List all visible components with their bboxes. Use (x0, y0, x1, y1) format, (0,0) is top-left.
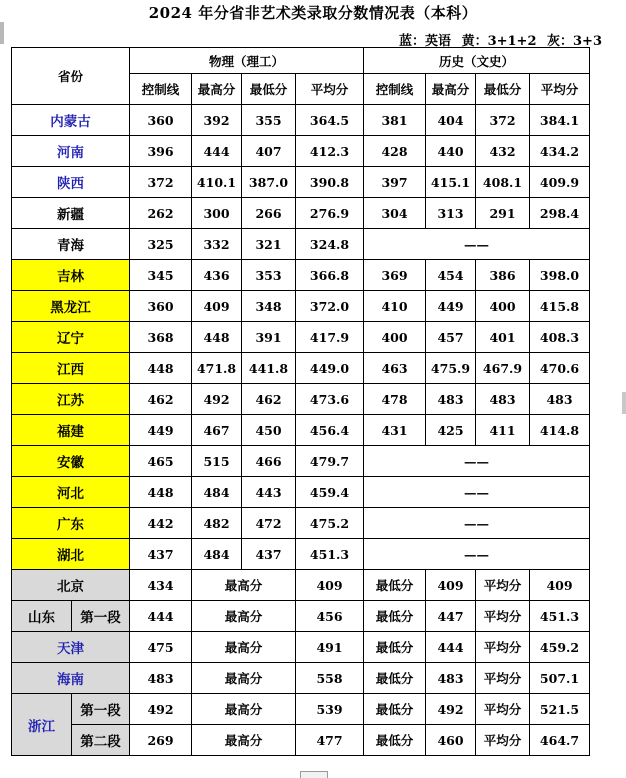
score-cell: 324.8 (296, 229, 364, 260)
score-cell: 457 (426, 322, 476, 353)
avg-label-cell: 平均分 (476, 725, 530, 756)
score-cell: 475.9 (426, 353, 476, 384)
province-cell: 海南 (12, 663, 130, 694)
avg-label-cell: 平均分 (476, 570, 530, 601)
province-cell: 山东 (12, 601, 72, 632)
score-cell: 372.0 (296, 291, 364, 322)
min-score-cell: 444 (426, 632, 476, 663)
score-cell: 449 (130, 415, 192, 446)
province-cell: 辽宁 (12, 322, 130, 353)
avg-label-cell: 平均分 (476, 601, 530, 632)
min-label-cell: 最低分 (364, 632, 426, 663)
legend-yellow: 黄：3+1+2 (461, 34, 537, 49)
max-label-cell: 最高分 (192, 663, 296, 694)
table-row (12, 570, 590, 601)
min-score-cell: 409 (426, 570, 476, 601)
avg-score-cell: 451.3 (530, 601, 590, 632)
header-col: 最高分 (192, 74, 242, 105)
score-cell: 484 (192, 539, 242, 570)
score-cell: 432 (476, 136, 530, 167)
header-history: 历史（文史） (364, 48, 590, 74)
score-cell: 492 (192, 384, 242, 415)
province-cell: 广东 (12, 508, 130, 539)
score-cell: 298.4 (530, 198, 590, 229)
province-cell: 新疆 (12, 198, 130, 229)
score-cell: 425 (426, 415, 476, 446)
min-label-cell: 最低分 (364, 694, 426, 725)
score-cell: 332 (192, 229, 242, 260)
table-row (12, 353, 590, 384)
score-cell: 392 (192, 105, 242, 136)
table-row (12, 508, 590, 539)
score-cell: 470.6 (530, 353, 590, 384)
control-line-cell: 269 (130, 725, 192, 756)
table-row (12, 291, 590, 322)
province-cell: 河北 (12, 477, 130, 508)
score-cell: 414.8 (530, 415, 590, 446)
score-cell: 390.8 (296, 167, 364, 198)
score-cell: 440 (426, 136, 476, 167)
score-cell: 400 (476, 291, 530, 322)
score-cell: 483 (426, 384, 476, 415)
score-cell: 415.1 (426, 167, 476, 198)
province-cell: 浙江 (12, 694, 72, 756)
table-row (12, 446, 590, 477)
score-cell: 410 (364, 291, 426, 322)
legend-gray: 灰：3+3 (547, 34, 602, 49)
score-cell: 396 (130, 136, 192, 167)
score-cell: 381 (364, 105, 426, 136)
score-cell: 407 (242, 136, 296, 167)
score-cell: 441.8 (242, 353, 296, 384)
score-cell: 368 (130, 322, 192, 353)
min-score-cell: 460 (426, 725, 476, 756)
score-cell: 345 (130, 260, 192, 291)
score-cell: 364.5 (296, 105, 364, 136)
max-score-cell: 558 (296, 663, 364, 694)
score-cell: 262 (130, 198, 192, 229)
score-cell: 442 (130, 508, 192, 539)
score-cell: 291 (476, 198, 530, 229)
score-cell: 313 (426, 198, 476, 229)
score-cell: 448 (130, 477, 192, 508)
province-cell: 福建 (12, 415, 130, 446)
avg-score-cell: 464.7 (530, 725, 590, 756)
table-row (12, 539, 590, 570)
max-score-cell: 477 (296, 725, 364, 756)
right-edge-marker (622, 392, 626, 414)
table-row (12, 105, 590, 136)
header-col: 最低分 (476, 74, 530, 105)
page-title: 2024 年分省非艺术类录取分数情况表（本科） (148, 4, 478, 22)
score-cell: 444 (192, 136, 242, 167)
score-cell: 443 (242, 477, 296, 508)
score-cell: 437 (242, 539, 296, 570)
score-cell: 431 (364, 415, 426, 446)
avg-score-cell: 507.1 (530, 663, 590, 694)
province-cell: 吉林 (12, 260, 130, 291)
segment-cell: 第二段 (72, 725, 130, 756)
score-cell: 325 (130, 229, 192, 260)
max-score-cell: 491 (296, 632, 364, 663)
max-label-cell: 最高分 (192, 725, 296, 756)
score-cell: 467 (192, 415, 242, 446)
score-cell: 448 (130, 353, 192, 384)
score-cell: 404 (426, 105, 476, 136)
table-row (12, 725, 590, 756)
score-cell: 472 (242, 508, 296, 539)
score-cell: 483 (530, 384, 590, 415)
resize-handle[interactable] (300, 771, 328, 778)
table-row (12, 384, 590, 415)
min-score-cell: 483 (426, 663, 476, 694)
province-cell: 天津 (12, 632, 130, 663)
min-label-cell: 最低分 (364, 725, 426, 756)
score-cell: 479.7 (296, 446, 364, 477)
score-cell: 409.9 (530, 167, 590, 198)
score-cell: 300 (192, 198, 242, 229)
score-cell: 409 (192, 291, 242, 322)
score-cell: 483 (476, 384, 530, 415)
score-cell: 276.9 (296, 198, 364, 229)
score-cell: 417.9 (296, 322, 364, 353)
table-row (12, 663, 590, 694)
score-cell: 408.3 (530, 322, 590, 353)
table-row (12, 167, 590, 198)
header-row-1 (12, 48, 590, 74)
score-cell: 459.4 (296, 477, 364, 508)
score-cell: 467.9 (476, 353, 530, 384)
score-cell: 473.6 (296, 384, 364, 415)
min-score-cell: 492 (426, 694, 476, 725)
score-cell: 266 (242, 198, 296, 229)
max-label-cell: 最高分 (192, 601, 296, 632)
header-col: 最低分 (242, 74, 296, 105)
score-cell: 387.0 (242, 167, 296, 198)
province-cell: 江苏 (12, 384, 130, 415)
table-row (12, 322, 590, 353)
score-cell: 484 (192, 477, 242, 508)
control-line-cell: 434 (130, 570, 192, 601)
segment-cell: 第一段 (72, 601, 130, 632)
score-cell: 415.8 (530, 291, 590, 322)
score-cell: 466 (242, 446, 296, 477)
score-cell: 401 (476, 322, 530, 353)
header-col: 控制线 (130, 74, 192, 105)
avg-score-cell: 521.5 (530, 694, 590, 725)
score-cell: 478 (364, 384, 426, 415)
score-cell: 397 (364, 167, 426, 198)
score-table (11, 47, 590, 756)
max-score-cell: 539 (296, 694, 364, 725)
score-cell: 304 (364, 198, 426, 229)
score-cell: 372 (130, 167, 192, 198)
history-na-cell: —— (364, 446, 590, 477)
history-na-cell: —— (364, 229, 590, 260)
score-cell: 462 (130, 384, 192, 415)
history-na-cell: —— (364, 539, 590, 570)
province-cell: 内蒙古 (12, 105, 130, 136)
province-cell: 陕西 (12, 167, 130, 198)
left-edge-marker (0, 22, 4, 44)
table-row (12, 229, 590, 260)
score-cell: 321 (242, 229, 296, 260)
avg-score-cell: 459.2 (530, 632, 590, 663)
header-col: 平均分 (530, 74, 590, 105)
score-cell: 448 (192, 322, 242, 353)
score-cell: 353 (242, 260, 296, 291)
avg-label-cell: 平均分 (476, 694, 530, 725)
score-cell: 372 (476, 105, 530, 136)
table-row (12, 477, 590, 508)
score-cell: 360 (130, 291, 192, 322)
max-label-cell: 最高分 (192, 570, 296, 601)
score-cell: 482 (192, 508, 242, 539)
score-cell: 386 (476, 260, 530, 291)
control-line-cell: 444 (130, 601, 192, 632)
score-cell: 450 (242, 415, 296, 446)
table-row (12, 260, 590, 291)
score-cell: 437 (130, 539, 192, 570)
min-label-cell: 最低分 (364, 663, 426, 694)
max-score-cell: 456 (296, 601, 364, 632)
table-row (12, 198, 590, 229)
avg-label-cell: 平均分 (476, 632, 530, 663)
province-cell: 河南 (12, 136, 130, 167)
score-cell: 408.1 (476, 167, 530, 198)
score-cell: 410.1 (192, 167, 242, 198)
score-cell: 366.8 (296, 260, 364, 291)
score-cell: 428 (364, 136, 426, 167)
score-cell: 451.3 (296, 539, 364, 570)
score-cell: 456.4 (296, 415, 364, 446)
segment-cell: 第一段 (72, 694, 130, 725)
score-cell: 436 (192, 260, 242, 291)
score-cell: 360 (130, 105, 192, 136)
table-row (12, 694, 590, 725)
control-line-cell: 483 (130, 663, 192, 694)
score-cell: 369 (364, 260, 426, 291)
header-col: 最高分 (426, 74, 476, 105)
score-cell: 391 (242, 322, 296, 353)
table-row (12, 632, 590, 663)
score-cell: 465 (130, 446, 192, 477)
province-cell: 江西 (12, 353, 130, 384)
score-cell: 475.2 (296, 508, 364, 539)
table-row (12, 601, 590, 632)
score-cell: 348 (242, 291, 296, 322)
avg-score-cell: 409 (530, 570, 590, 601)
province-cell: 湖北 (12, 539, 130, 570)
province-cell: 安徽 (12, 446, 130, 477)
score-cell: 449 (426, 291, 476, 322)
max-label-cell: 最高分 (192, 632, 296, 663)
max-score-cell: 409 (296, 570, 364, 601)
max-label-cell: 最高分 (192, 694, 296, 725)
control-line-cell: 475 (130, 632, 192, 663)
score-cell: 434.2 (530, 136, 590, 167)
score-cell: 462 (242, 384, 296, 415)
score-cell: 411 (476, 415, 530, 446)
history-na-cell: —— (364, 508, 590, 539)
score-cell: 471.8 (192, 353, 242, 384)
min-label-cell: 最低分 (364, 601, 426, 632)
score-cell: 355 (242, 105, 296, 136)
province-cell: 北京 (12, 570, 130, 601)
table-row (12, 136, 590, 167)
score-cell: 449.0 (296, 353, 364, 384)
history-na-cell: —— (364, 477, 590, 508)
header-col: 平均分 (296, 74, 364, 105)
province-cell: 黑龙江 (12, 291, 130, 322)
legend-blue: 蓝：英语 (399, 34, 452, 49)
avg-label-cell: 平均分 (476, 663, 530, 694)
min-label-cell: 最低分 (364, 570, 426, 601)
score-cell: 412.3 (296, 136, 364, 167)
score-cell: 515 (192, 446, 242, 477)
table-row (12, 415, 590, 446)
score-cell: 454 (426, 260, 476, 291)
score-cell: 463 (364, 353, 426, 384)
header-col: 控制线 (364, 74, 426, 105)
header-province: 省份 (12, 48, 130, 105)
score-cell: 398.0 (530, 260, 590, 291)
header-physics: 物理（理工） (130, 48, 364, 74)
score-cell: 384.1 (530, 105, 590, 136)
score-cell: 400 (364, 322, 426, 353)
province-cell: 青海 (12, 229, 130, 260)
min-score-cell: 447 (426, 601, 476, 632)
control-line-cell: 492 (130, 694, 192, 725)
